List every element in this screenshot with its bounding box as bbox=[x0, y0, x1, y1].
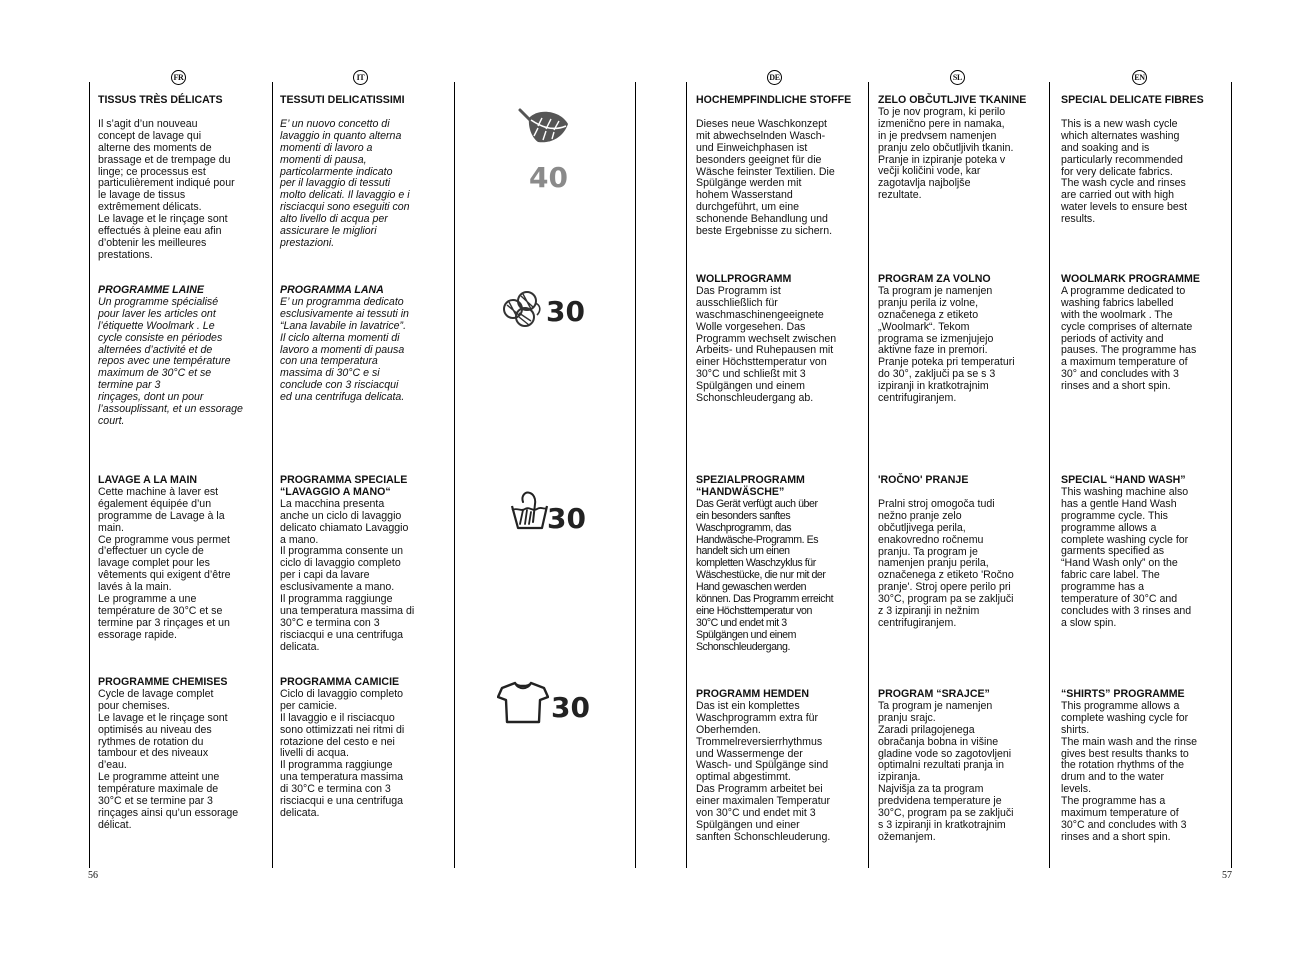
section-body: Cette machine à laver est également équipée d’un programme de Lavage à la main. Ce programme vous permet d’effectuer un cycle de lavage complet pour les vêtements qui exigent d’être lavés à la main. Le programme a une température de 30°C et se termine par 3 rinçages et un essorage rapide. bbox=[98, 485, 231, 641]
language-badge-it: IT bbox=[353, 70, 368, 85]
section-handwash bbox=[878, 475, 1048, 630]
column-rule bbox=[454, 82, 455, 868]
section-delicate bbox=[878, 95, 1048, 202]
section-heading: WOOLMARK PROGRAMME bbox=[1061, 273, 1200, 285]
section-heading: 'ROČNO' PRANJE bbox=[878, 474, 969, 486]
section-heading: PROGRAM “SRAJCE” bbox=[878, 688, 990, 700]
section-body: Pralni stroj omogoča tudi nežno pranje zelo občutljivega perila, enakovredno ročnemu pranju. Ta program je namenjen pranju perila, označenega z etiketo 'Ročno pranje'. Stroj opere perilo pri 30°C, program pa se zaključi z 3 izpiranji in nežnim centrifugiranjem. bbox=[878, 497, 1014, 629]
section-body: A programme dedicated to washing fabrics labelled with the woolmark . The cycle comprises of alternate periods of activity and pauses. The programme has a maximum temperature of 30° and concludes with 3 rinses and a short spin. bbox=[1061, 284, 1197, 393]
column-rule bbox=[89, 82, 90, 868]
section-body: Das Gerät verfügt auch über ein besonders sanftes Waschprogramm, das Handwäsche-Programm. Es handelt sich um einen kompletten Waschzyklus für Wäschestücke, die nur mit der Hand gewaschen werden können. Das Programm erreicht eine Höchsttemperatur von 30°C und endet mit 3 Spülgängen und einem Schonschleudergang. bbox=[696, 497, 834, 653]
section-body: Cycle de lavage complet pour chemises. Le lavage et le rinçage sont optimisés au niveau des rythmes de rotation du tambour et des niveaux d’eau. Le programme atteint une température maximale de 30°C et se termine par 3 rinçages ainsi qu’un essorage délicat. bbox=[98, 687, 239, 831]
section-delicate bbox=[280, 95, 450, 250]
section-body: E’ un programma dedicato esclusivamente ai tessuti in “Lana lavabile in lavatrice”. Il ciclo alterna momenti di lavoro a momenti di pausa con una temperatura massima di 30°C e si conclude con 3 risciacqui ed una centrifuga delicata. bbox=[280, 295, 409, 404]
section-body: To je nov program, ki perilo izmenično pere in namaka, in je predvsem namenjen pranju zelo občutljivih tkanin. Pranje in izpiranje poteka v večji količini vode, kar zagotavlja najboljše rezultate. bbox=[878, 105, 1014, 202]
hand-wash-icon bbox=[509, 488, 549, 532]
section-heading: SPECIAL DELICATE FIBRES bbox=[1061, 94, 1204, 106]
section-heading: PROGRAM ZA VOLNO bbox=[878, 273, 991, 285]
section-heading: HOCHEMPFINDLICHE STOFFE bbox=[696, 94, 852, 106]
column-rule bbox=[635, 82, 636, 868]
section-heading: PROGRAMMA CAMICIE bbox=[280, 676, 400, 688]
section-body: Ta program je namenjen pranju srajc. Zaradi prilagojenega obračanja bobna in višine gladine vode so zagotovljeni optimalni rezultati pranja in izpiranja. Najvišja za ta program predvidena temperature je 30°C, program pa se zaključi s 3 izpiranji in kratkotrajnim ožemanjem. bbox=[878, 699, 1014, 843]
feather-icon bbox=[516, 104, 572, 150]
section-shirts bbox=[98, 677, 268, 832]
section-heading: PROGRAMMA SPECIALE “LAVAGGIO A MANO“ bbox=[280, 474, 408, 498]
section-heading: “SHIRTS” PROGRAMME bbox=[1061, 688, 1185, 700]
temperature-label-shirts: 30 bbox=[551, 691, 590, 724]
page-number-left: 56 bbox=[88, 870, 98, 881]
section-wool bbox=[696, 274, 866, 405]
section-heading: SPECIAL “HAND WASH” bbox=[1061, 474, 1186, 486]
column-rule bbox=[868, 82, 869, 868]
language-badge-de: DE bbox=[767, 70, 782, 85]
section-body: Ta program je namenjen pranju perila iz volne, označenega z etiketo „Woolmark“. Tekom programa se izmenjujejo aktivne faze in premori. Pranje poteka pri temperaturi do 30°, zaključi pa se s 3 izpiranji in kratkotrajnim centrifugiranjem. bbox=[878, 284, 1015, 405]
column-rule bbox=[686, 82, 687, 868]
section-body: Dieses neue Waschkonzept mit abwechselnden Wasch- und Einweichphasen ist besonders geeignet für die Wäsche feinster Textilien. Die Spülgänge werden mit hohem Wasserstand durchgeführt, um eine schonende Behandlung und beste Ergebnisse zu sichern. bbox=[696, 117, 835, 238]
section-body: La macchina presenta anche un ciclo di lavaggio delicato chiamato Lavaggio a mano. Il programma consente un ciclo di lavaggio completo per i capi da lavare esclusivamente a mano. Il programma raggiunge una temperatura massima di 30°C e termina con 3 risciacqui e una centrifuga delicata. bbox=[280, 497, 415, 653]
section-handwash bbox=[280, 475, 450, 654]
shirt-icon bbox=[497, 680, 549, 724]
section-delicate bbox=[98, 95, 268, 262]
section-heading: PROGRAMM HEMDEN bbox=[696, 688, 809, 700]
language-badge-en: EN bbox=[1132, 70, 1147, 85]
section-body: E’ un nuovo concetto di lavaggio in quanto alterna momenti di lavoro a momenti di pausa, particolarmente indicato per il lavaggio di tessuti molto delicati. Il lavaggio e i risciacqui sono eseguiti con alto livello di acqua per assicurare le migliori prestazioni. bbox=[280, 117, 410, 249]
section-delicate bbox=[696, 95, 866, 238]
section-shirts bbox=[280, 677, 450, 820]
section-wool bbox=[1061, 274, 1231, 393]
section-handwash bbox=[1061, 475, 1231, 630]
language-badge-fr: FR bbox=[171, 70, 186, 85]
section-body: Das ist ein komplettes Waschprogramm extra für Oberhemden. Trommelreversierrhythmus und Wassermenge der Wasch- und Spülgänge sind optimal abgestimmt. Das Programm arbeitet bei einer maximalen Temperatur von 30°C und endet mit 3 Spülgängen und einer sanften Schonschleuderung. bbox=[696, 699, 831, 843]
section-heading: PROGRAMME CHEMISES bbox=[98, 676, 228, 688]
column-rule bbox=[1231, 82, 1232, 868]
section-wool bbox=[878, 274, 1048, 405]
section-body: Das Programm ist ausschließlich für waschmaschinengeeignete Wolle vorgesehen. Das Programm wechselt zwischen Arbeits- und Ruhepausen mit einer Höchsttemperatur von 30°C und schließt mit 3 Spülgängen und einem Schonschleudergang ab. bbox=[696, 284, 837, 405]
section-heading: TESSUTI DELICATISSIMI bbox=[280, 94, 405, 106]
section-heading: LAVAGE A LA MAIN bbox=[98, 474, 198, 486]
section-body: Ciclo di lavaggio completo per camicie. Il lavaggio e il risciacquo sono ottimizzati nei ritmi di rotazione del cesto e nei livelli di acqua. Il programma raggiunge una temperatura massima di 30°C e termina con 3 risciacqui e una centrifuga delicata. bbox=[280, 687, 405, 819]
wool-yarn-icon bbox=[501, 287, 545, 329]
section-heading: ZELO OBČUTLJIVE TKANINE bbox=[878, 94, 1027, 106]
section-shirts bbox=[1061, 689, 1231, 844]
section-wool bbox=[98, 285, 268, 428]
page-number-right: 57 bbox=[1222, 870, 1232, 881]
column-rule bbox=[1049, 82, 1050, 868]
temperature-label-handwash: 30 bbox=[547, 502, 586, 535]
section-body: This is a new wash cycle which alternates washing and soaking and is particularly recommended for very delicate fabrics. The wash cycle and rinses are carried out with high water levels to ensure best results. bbox=[1061, 117, 1188, 226]
section-body: This washing machine also has a gentle Hand Wash programme cycle. This programme allows a complete washing cycle for garments specified as “Hand Wash only” on the fabric care label. The programme has a temperature of 30°C and concludes with 3 rinses and a slow spin. bbox=[1061, 485, 1192, 629]
section-heading: WOLLPROGRAMM bbox=[696, 273, 792, 285]
section-shirts bbox=[696, 689, 866, 844]
temperature-label-wool: 30 bbox=[546, 295, 585, 328]
section-body: Un programme spécialisé pour laver les articles ont l’étiquette Woolmark . Le cycle consiste en périodes alternées d’activité et de repos avec une température maximum de 30°C et se termine par 3 rinçages, dont un pour l’assouplissant, et un essorage court. bbox=[98, 295, 243, 427]
section-handwash bbox=[98, 475, 268, 642]
section-heading: PROGRAMMA LANA bbox=[280, 284, 384, 296]
section-wool bbox=[280, 285, 450, 404]
section-shirts bbox=[878, 689, 1048, 844]
section-handwash bbox=[696, 475, 866, 654]
section-heading: PROGRAMME LAINE bbox=[98, 284, 204, 296]
section-body: Il s’agit d’un nouveau concept de lavage qui alterne des moments de brassage et de trempage du linge; ce processus est particulièrement indiqué pour le lavage de tissus extrêmement délicats. Le lavage et le rinçage sont effectués à pleine eau afin d’obtenir les meilleures prestations. bbox=[98, 117, 235, 261]
section-body: This programme allows a complete washing cycle for shirts. The main wash and the rinse gives best results thanks to the rotation rhythms of the drum and to the water levels. The programme has a maximum temperature of 30°C and concludes with 3 rinses and a short spin. bbox=[1061, 699, 1198, 843]
language-badge-sl: SL bbox=[950, 70, 965, 85]
temperature-label-delicate: 40 bbox=[529, 161, 568, 194]
column-rule bbox=[272, 82, 273, 868]
section-heading: TISSUS TRÈS DÉLICATS bbox=[98, 94, 223, 106]
section-delicate bbox=[1061, 95, 1231, 226]
section-heading: SPEZIALPROGRAMM “HANDWÄSCHE” bbox=[696, 474, 805, 498]
